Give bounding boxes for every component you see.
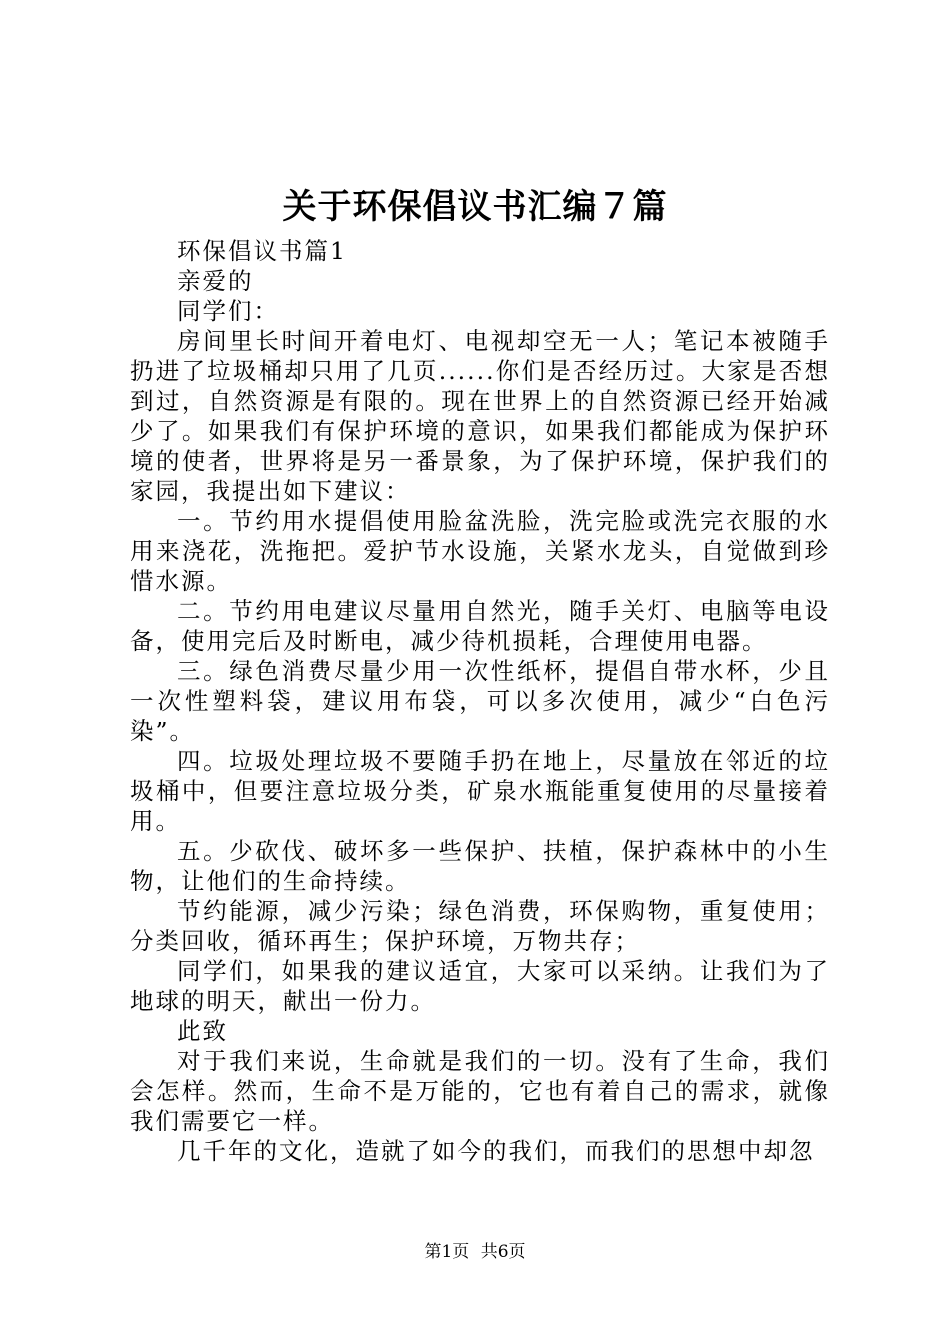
page-number: 第1页 — [424, 1242, 470, 1262]
body-paragraph: 二。节约用电建议尽量用自然光，随手关灯、电脑等电设备，使用完后及时断电，减少待机损耗，合理使用电器。 — [130, 597, 830, 655]
body-paragraph: 同学们，如果我的建议适宜，大家可以采纳。让我们为了地球的明天，献出一份力。 — [130, 957, 830, 1015]
section-heading: 环保倡议书篇1 — [177, 237, 347, 265]
document-body — [130, 236, 830, 1166]
closing-line: 此致 — [177, 1017, 228, 1045]
page-total: 共6页 — [480, 1242, 526, 1262]
body-paragraph: 三。绿色消费尽量少用一次性纸杯，提倡自带水杯，少且一次性塑料袋，建议用布袋，可以多次使用，减少“白色污染”。 — [130, 657, 830, 745]
body-paragraph: 房间里长时间开着电灯、电视却空无一人；笔记本被随手扔进了垃圾桶却只用了几页......你们是否经历过。大家是否想到过，自然资源是有限的。现在世界上的自然资源已经开始减少了。如果我们有保护环境的意识，如果我们都能成为保护环境的使者，世界将是另一番景象，为了保护环境，保护我们的家园，我提出如下建议： — [130, 327, 830, 505]
page-footer — [0, 1240, 950, 1264]
body-paragraph: 五。少砍伐、破坏多一些保护、扶植，保护森林中的小生物，让他们的生命持续。 — [130, 837, 830, 895]
document-title: 关于环保倡议书汇编７篇 — [282, 187, 668, 227]
body-paragraph: 四。垃圾处理垃圾不要随手扔在地上，尽量放在邻近的垃圾桶中，但要注意垃圾分类，矿泉水瓶能重复使用的尽量接着用。 — [130, 747, 830, 835]
body-paragraph: 对于我们来说，生命就是我们的一切。没有了生命，我们会怎样。然而，生命不是万能的，它也有着自己的需求，就像我们需要它一样。 — [130, 1047, 830, 1135]
body-paragraph: 一。节约用水提倡使用脸盆洗脸，洗完脸或洗完衣服的水用来浇花，洗拖把。爱护节水设施，关紧水龙头，自觉做到珍惜水源。 — [130, 507, 830, 595]
body-paragraph: 几千年的文化，造就了如今的我们，而我们的思想中却忽 — [177, 1137, 815, 1165]
body-paragraph: 节约能源，减少污染；绿色消费，环保购物，重复使用；分类回收，循环再生；保护环境，万物共存； — [130, 897, 830, 955]
salutation-line: 亲爱的 — [177, 267, 254, 295]
salutation-line: 同学们： — [177, 297, 279, 325]
